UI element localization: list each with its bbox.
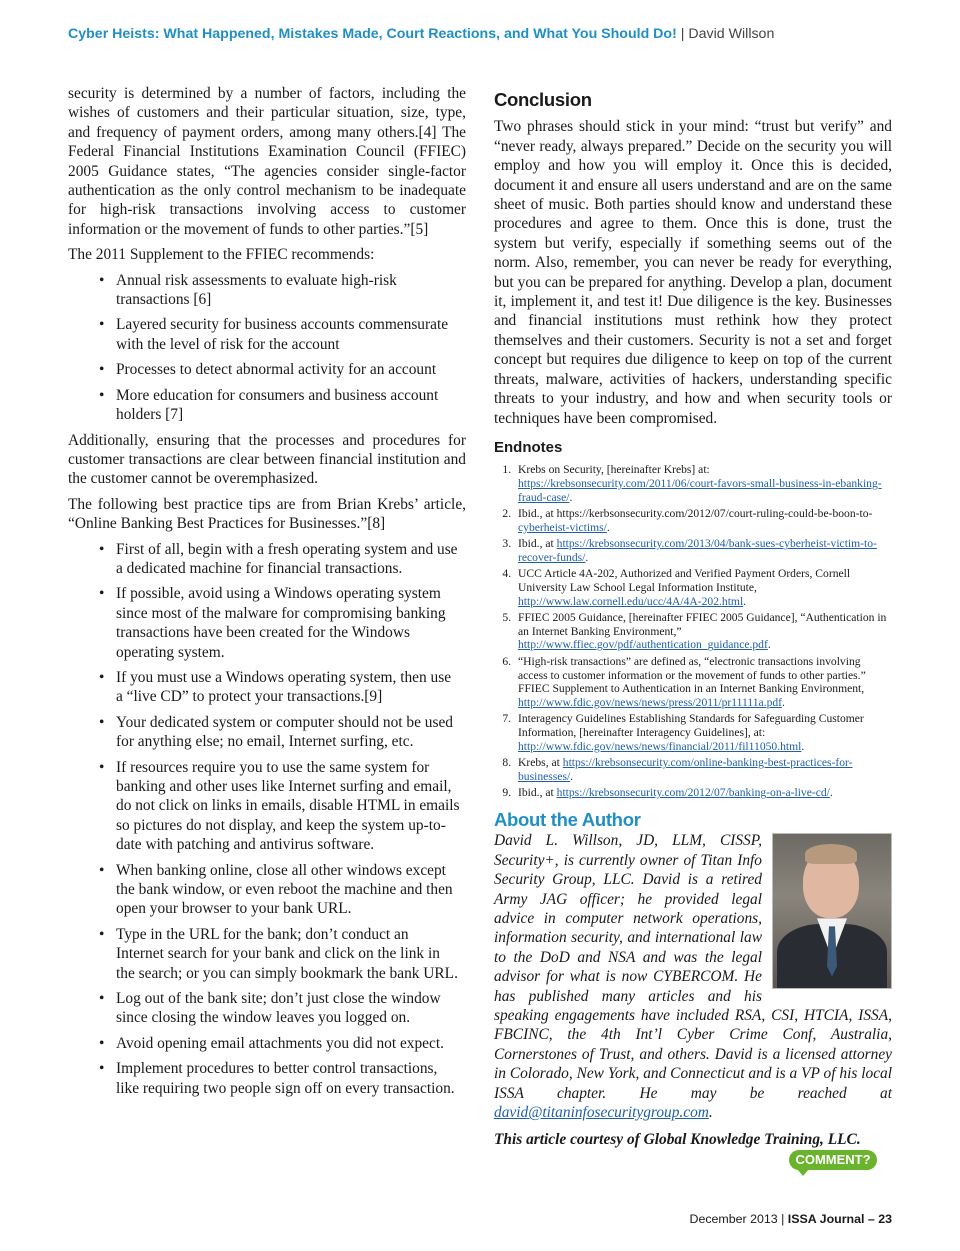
- endnote-link[interactable]: https://krebsonsecurity.com/2013/04/bank-sues-cyberheist-victim-to-recover-funds/: [518, 537, 877, 564]
- header-separator: |: [676, 26, 689, 42]
- endnote-item: 6. “High-risk transactions” are defined as, “electronic transactions involving access to customer information or the movement of funds to other parties.” FFIEC Supplement to Authentication in an Internet Banking Environment, http://www.fdic.gov/news/news/press/2011/pr11111a.pdf.: [514, 655, 892, 709]
- endnote-item: 3. Ibid., at https://krebsonsecurity.com/2013/04/bank-sues-cyberheist-victim-to-recover-funds/.: [514, 537, 892, 564]
- endnote-link[interactable]: cyberheist-victims/: [518, 520, 607, 534]
- list-item: • Annual risk assessments to evaluate high-risk transactions [6]: [116, 271, 466, 310]
- author-email-link[interactable]: david@titaninfosecuritygroup.com: [494, 1104, 709, 1122]
- list-item: • First of all, begin with a fresh operating system and use a dedicated machine for financial transactions.: [116, 540, 466, 579]
- list-item: • If you must use a Windows operating system, then use a “live CD” to protect your transactions.[9]: [116, 668, 466, 707]
- list-item: • If resources require you to use the same system for banking and other uses like Internet surfing and email, do not click on links in emails, disable HTML in emails so pictures do not display, and keep the system up-to-date with patching and antivirus software.: [116, 758, 466, 855]
- list-item: • Log out of the bank site; don’t just close the window since closing the window leaves you logged on.: [116, 989, 466, 1028]
- comment-button[interactable]: COMMENT?: [789, 1150, 877, 1170]
- endnote-item: 7. Interagency Guidelines Establishing Standards for Safeguarding Customer Information, [hereinafter Interagency Guidelines], at: http://www.fdic.gov/news/news/financial/2011/fil11050.html.: [514, 712, 892, 753]
- list-item: • When banking online, close all other windows except the bank window, or even reboot the machine and then open your browser to your bank URL.: [116, 861, 466, 919]
- list-item: • Processes to detect abnormal activity for an account: [116, 360, 466, 379]
- endnote-item: 9. Ibid., at https://krebsonsecurity.com/2012/07/banking-on-a-live-cd/.: [514, 786, 892, 800]
- article-title: Cyber Heists: What Happened, Mistakes Made, Court Reactions, and What You Should Do!: [68, 26, 677, 42]
- list-item: • More education for consumers and business account holders [7]: [116, 386, 466, 425]
- endnotes-heading: Endnotes: [494, 438, 563, 456]
- list-item: • Implement procedures to better control transactions, like requiring two people sign off on every transaction.: [116, 1059, 466, 1098]
- endnote-item: 2. Ibid., at https://kerbsonsecurity.com/2012/07/court-ruling-could-be-boon-to-cyberheist-victims/.: [514, 507, 892, 534]
- author-bio: David L. Willson, JD, LLM, CISSP, Security+, is currently owner of Titan Info Security Group, LLC. David is a retired Army JAG officer; he provided legal advice in computer network operations, information security, and international law to the DoD and NSA and was the legal advisor for what is now CYBERCOM. He has published many articles and his speaking engagements have included RSA, CSI, HTCIA, ISSA, FBCINC, the 4th Int’l Cyber Crime Conf, Australia, Cornerstones of Trust, and others. David is a licensed attorney in Colorado, New York, and Connecticut and is a VP of his local ISSA chapter. He may be reached at david@titaninfosecuritygroup.com.: [494, 832, 892, 1122]
- list-item: • If possible, avoid using a Windows operating system since most of the malware for compromising banking transactions have been created for the Windows operating system.: [116, 584, 466, 662]
- best-practices-list: [68, 540, 466, 1099]
- conclusion-heading: Conclusion: [494, 89, 592, 110]
- left-column: [68, 84, 466, 1104]
- endnote-link[interactable]: http://www.fdic.gov/news/news/financial/2011/fil11050.html: [518, 739, 802, 753]
- courtesy-line: This article courtesy of Global Knowledge Training, LLC.: [494, 1131, 861, 1149]
- endnote-item: 8. Krebs, at https://krebsonsecurity.com/online-banking-best-practices-for-businesses/.: [514, 756, 892, 783]
- conclusion-text: Two phrases should stick in your mind: “trust but verify” and “never ready, always prepared.” Decide on the security you will employ and how you will employ it. Once this is decided, document it and ensure all users understand and are on the same sheet of music. Both parties should know and understand these procedures and agree to them. Once this is done, trust the system but verify, especially if something seems out of the norm. Also, remember, you can never be ready for everything, but you can be prepared for anything. Develop a plan, document it, implement it, and test it! Due diligence is the key. Businesses and financial institutions must rethink how they protect themselves and their customers. Security is not a set and forget concept but requires due diligence to keep on top of the current threats, malware, activities of hackers, understanding specific threats to your industry, and how and when security tools or techniques have been compromised.: [494, 118, 892, 427]
- endnote-item: 4. UCC Article 4A-202, Authorized and Verified Payment Orders, Cornell University Law School Legal Information Institute, http://www.law.cornell.edu/ucc/4A/4A-202.html.: [514, 567, 892, 608]
- endnote-link[interactable]: https://krebsonsecurity.com/online-banking-best-practices-for-businesses/: [518, 756, 853, 783]
- endnote-link[interactable]: http://www.ffiec.gov/pdf/authentication_guidance.pdf: [518, 638, 768, 652]
- endnote-link[interactable]: https://krebsonsecurity.com/2012/07/banking-on-a-live-cd/: [556, 786, 830, 800]
- endnote-item: 5. FFIEC 2005 Guidance, [hereinafter FFIEC 2005 Guidance], “Authentication in an Internet Banking Environment,” http://www.ffiec.gov/pdf/authentication_guidance.pdf.: [514, 611, 892, 652]
- header-author: David Willson: [688, 26, 775, 42]
- page-footer: December 2013 | ISSA Journal – 23: [689, 1212, 892, 1226]
- ffiec-recommendations-list: [68, 271, 466, 425]
- footer-journal: ISSA Journal – 23: [787, 1212, 892, 1226]
- author-photo: [772, 833, 892, 989]
- list-item: • Avoid opening email attachments you did not expect.: [116, 1034, 466, 1053]
- about-author-heading: About the Author: [494, 808, 641, 830]
- list-item: • Your dedicated system or computer should not be used for anything else; no email, Internet surfing, etc.: [116, 713, 466, 752]
- paragraph: The following best practice tips are from Brian Krebs’ article, “Online Banking Best Practices for Businesses.”[8]: [68, 495, 466, 533]
- list-item: • Type in the URL for the bank; don’t conduct an Internet search for your bank and click on the link in the search; or you can simply bookmark the bank URL.: [116, 925, 466, 983]
- running-header: [68, 26, 920, 42]
- endnote-link[interactable]: https://krebsonsecurity.com/2011/06/court-favors-small-business-in-ebanking-fraud-case/: [518, 476, 882, 504]
- paragraph: security is determined by a number of factors, including the wishes of customers and their particular situation, size, type, and frequency of payment orders, among many others.[4] The Federal Financial Institutions Examination Council (FFIEC) 2005 Guidance states, “The agencies consider single-factor authentication as the only control mechanism to be inadequate for high-risk transactions involving access to customer information or the movement of funds to other parties.”[5]: [68, 85, 466, 238]
- endnotes-list: [494, 463, 892, 800]
- paragraph: The 2011 Supplement to the FFIEC recommends:: [68, 246, 375, 264]
- footer-date: December 2013: [689, 1212, 778, 1226]
- endnote-item: 1. Krebs on Security, [hereinafter Krebs] at: https://krebsonsecurity.com/2011/06/court-favors-small-business-in-ebanking-fraud-case/.: [514, 463, 892, 504]
- right-column: [494, 84, 892, 1150]
- endnote-link[interactable]: http://www.law.cornell.edu/ucc/4A/4A-202.html: [518, 594, 744, 608]
- paragraph: Additionally, ensuring that the processes and procedures for customer transactions are clear between financial institution and the customer cannot be overemphasized.: [68, 431, 466, 488]
- list-item: • Layered security for business accounts commensurate with the level of risk for the account: [116, 315, 466, 354]
- endnote-link[interactable]: http://www.fdic.gov/news/news/press/2011/pr11111a.pdf: [518, 695, 783, 709]
